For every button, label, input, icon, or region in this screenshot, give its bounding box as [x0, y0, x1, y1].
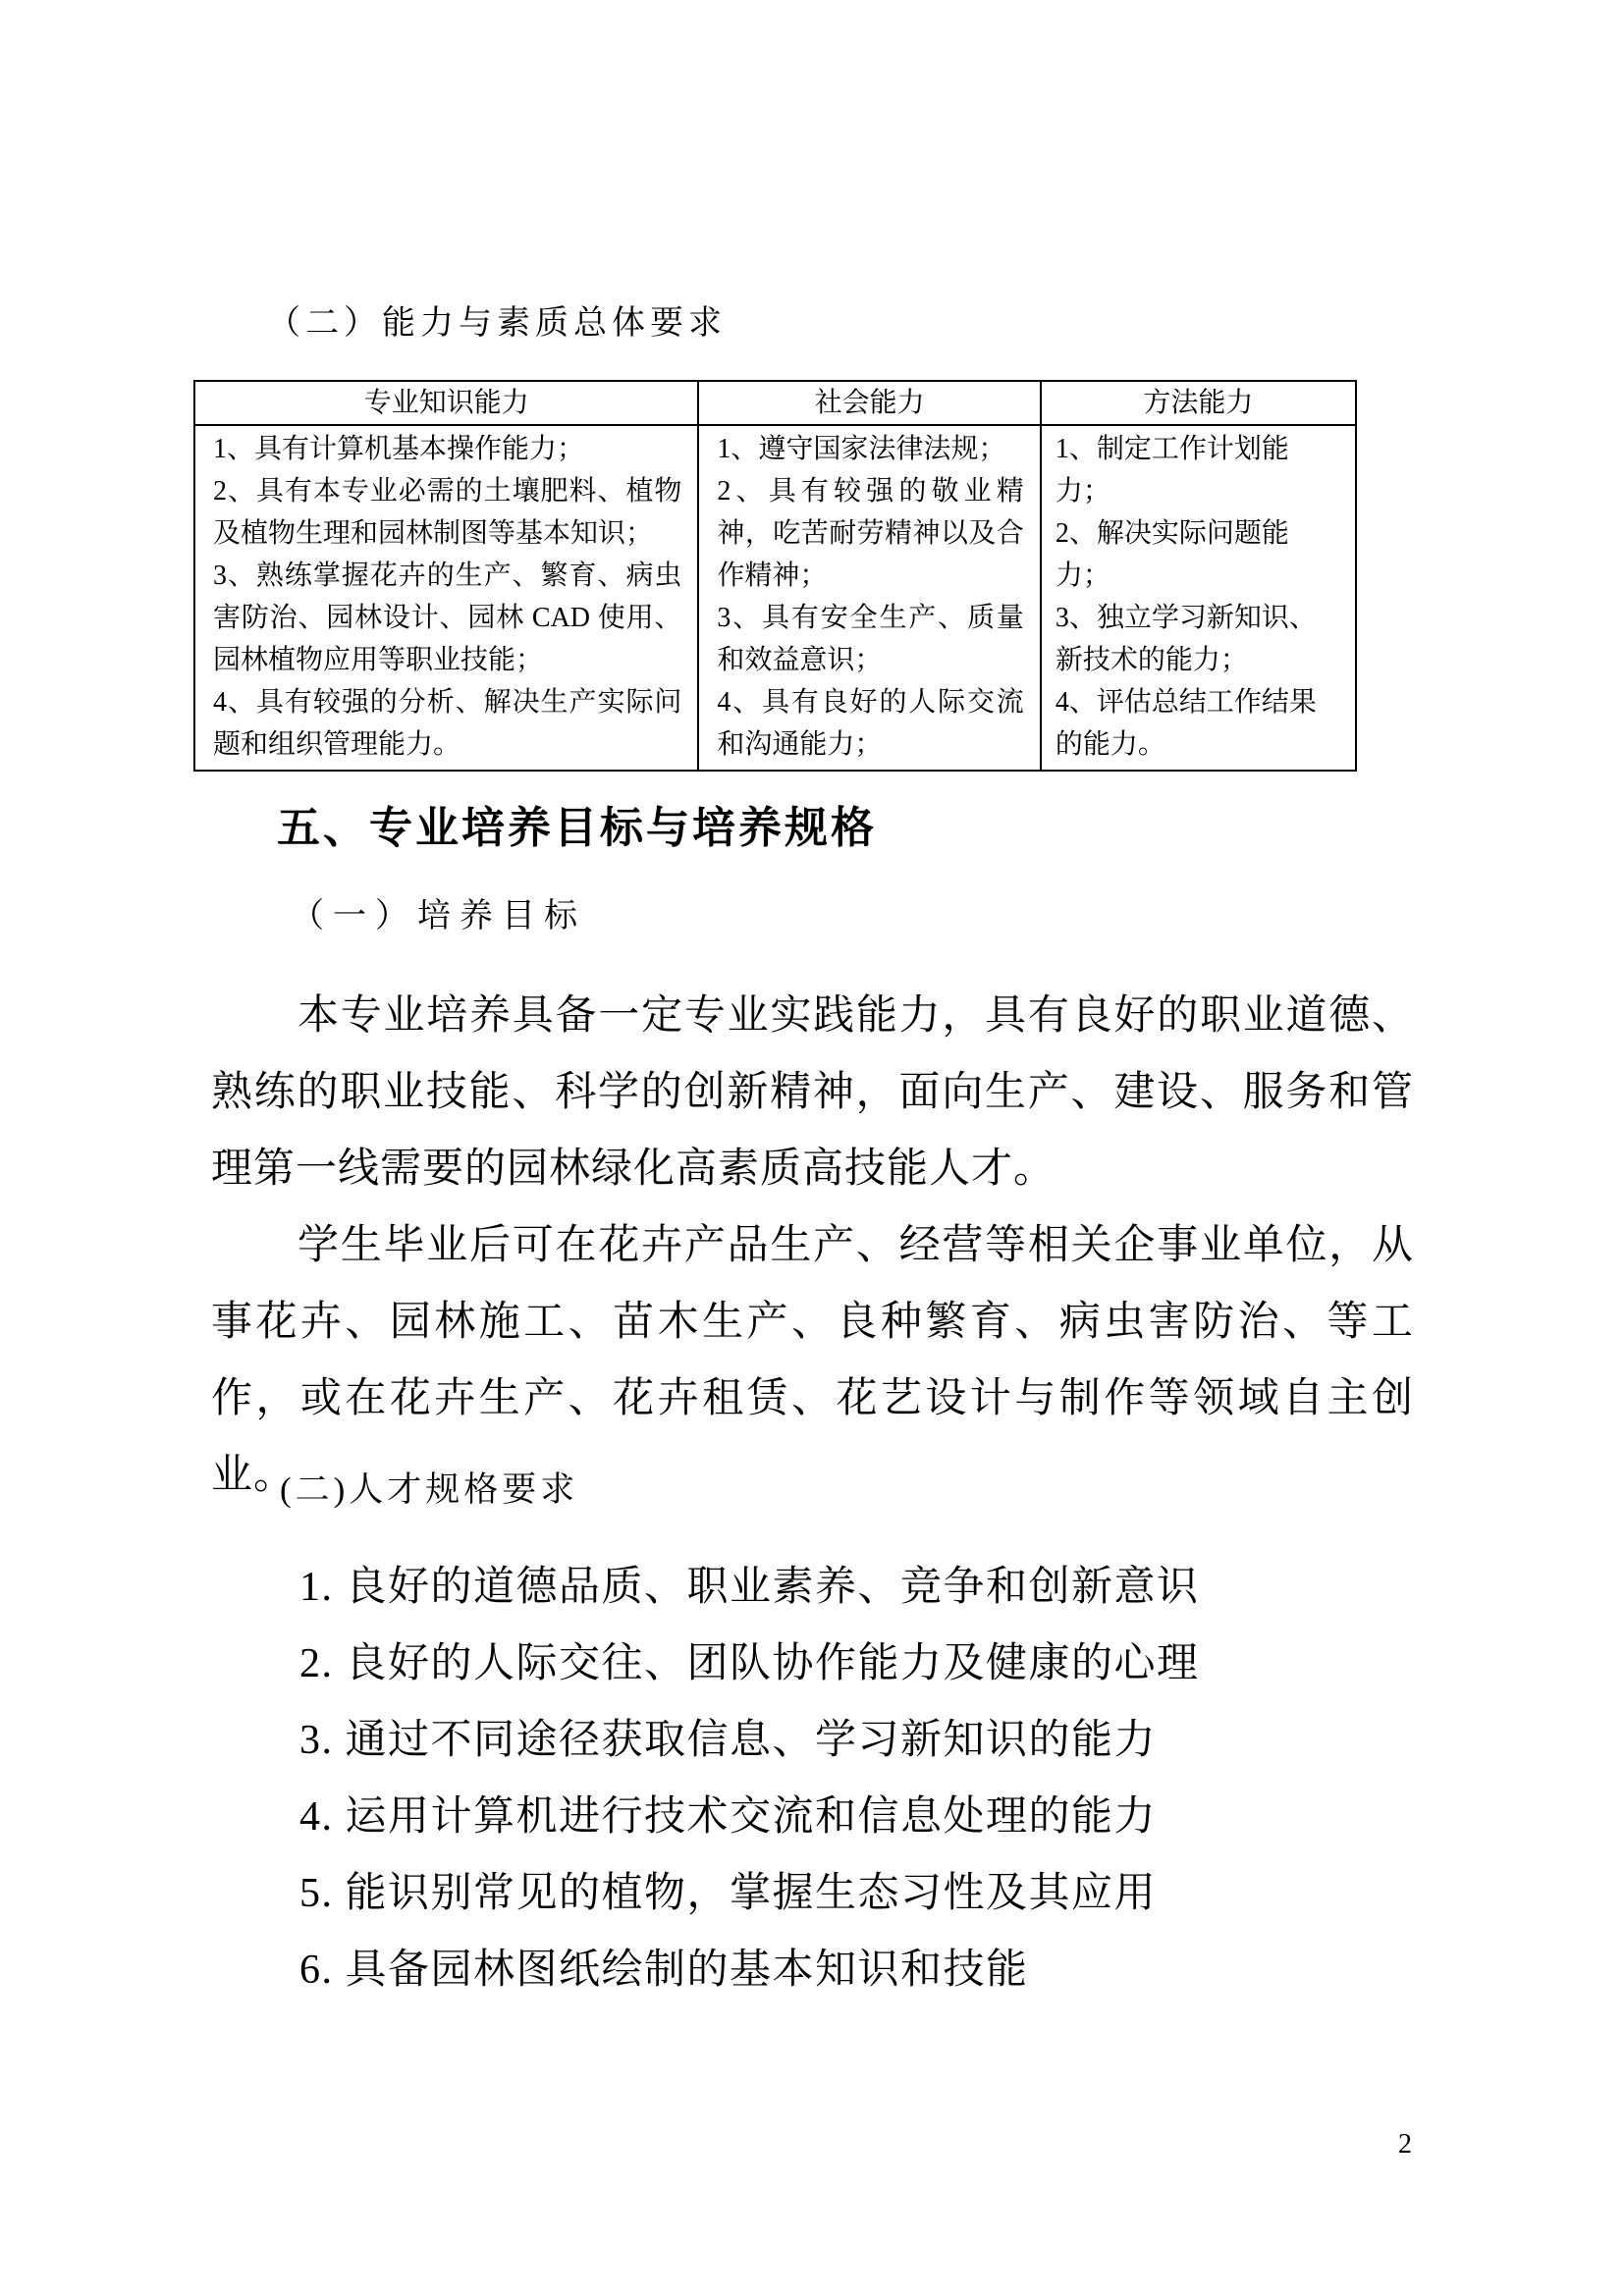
table-item: 3、熟练掌握花卉的生产、繁育、病虫害防治、园林设计、园林 CAD 使用、园林植物应用等职业技能； [213, 561, 682, 675]
table-item: 3、具有安全生产、质量和效益意识； [717, 603, 1024, 675]
talent-requirements-list [211, 1549, 1448, 2008]
requirement-item: 4. 运用计算机进行技术交流和信息处理的能力 [299, 1794, 1158, 1840]
ability-table-header-row [194, 381, 1356, 425]
heading-ability-quality-requirements: （二）能力与素质总体要求 [267, 305, 727, 342]
paragraph-training-goal: 本专业培养具备一定专业实践能力，具有良好的职业道德、熟练的职业技能、科学的创新精神，面向生产、建设、服务和管理第一线需要的园林绿化高素质高技能人才。 [211, 993, 1414, 1192]
page-number: 2 [1398, 2129, 1412, 2160]
table-item: 1、遵守国家法律法规； [717, 434, 1006, 464]
heading-training-goals-and-specs: 五、专业培养目标与培养规格 [277, 804, 877, 852]
ability-table [193, 380, 1357, 772]
column-header-professional-knowledge: 专业知识能力 [194, 381, 698, 425]
table-item: 2、解决实际问题能力； [1055, 518, 1289, 591]
cell-professional-knowledge [194, 425, 698, 771]
training-goal-paragraphs [211, 978, 1414, 1514]
column-header-social-ability: 社会能力 [698, 381, 1040, 425]
requirement-item: 5. 能识别常见的植物，掌握生态习性及其应用 [299, 1871, 1158, 1916]
table-item: 1、制定工作计划能力； [1055, 434, 1289, 507]
requirement-item: 2. 良好的人际交往、团队协作能力及健康的心理 [299, 1641, 1200, 1686]
table-item: 2、具有较强的敬业精神，吃苦耐劳精神以及合作精神； [717, 476, 1024, 591]
cell-social-ability [698, 425, 1040, 771]
subheading-training-goal: （一）培养目标 [291, 898, 586, 934]
table-item: 4、评估总结工作结果的能力。 [1055, 687, 1317, 760]
requirement-item: 3. 通过不同途径获取信息、学习新知识的能力 [299, 1718, 1158, 1763]
ability-table-body-row [194, 425, 1356, 771]
requirement-item: 1. 良好的道德品质、职业素养、竞争和创新意识 [299, 1565, 1200, 1610]
table-item: 1、具有计算机基本操作能力； [213, 434, 585, 464]
cell-method-ability [1041, 425, 1356, 771]
column-header-method-ability: 方法能力 [1041, 381, 1356, 425]
paragraph-employment-scope: 学生毕业后可在花卉产品生产、经营等相关企事业单位，从事花卉、园林施工、苗木生产、良种繁育、病虫害防治、等工作，或在花卉生产、花卉租赁、花艺设计与制作等领域自主创业。 [211, 1223, 1414, 1498]
table-item: 4、具有良好的人际交流和沟通能力； [717, 687, 1024, 760]
subheading-talent-spec-requirements: (二)人才规格要求 [280, 1470, 579, 1509]
requirement-item: 6. 具备园林图纸绘制的基本知识和技能 [299, 1948, 1029, 1993]
table-item: 3、独立学习新知识、新技术的能力； [1055, 603, 1317, 675]
table-item: 2、具有本专业必需的土壤肥料、植物及植物生理和园林制图等基本知识； [213, 476, 682, 549]
table-item: 4、具有较强的分析、解决生产实际问题和组织管理能力。 [213, 687, 682, 760]
